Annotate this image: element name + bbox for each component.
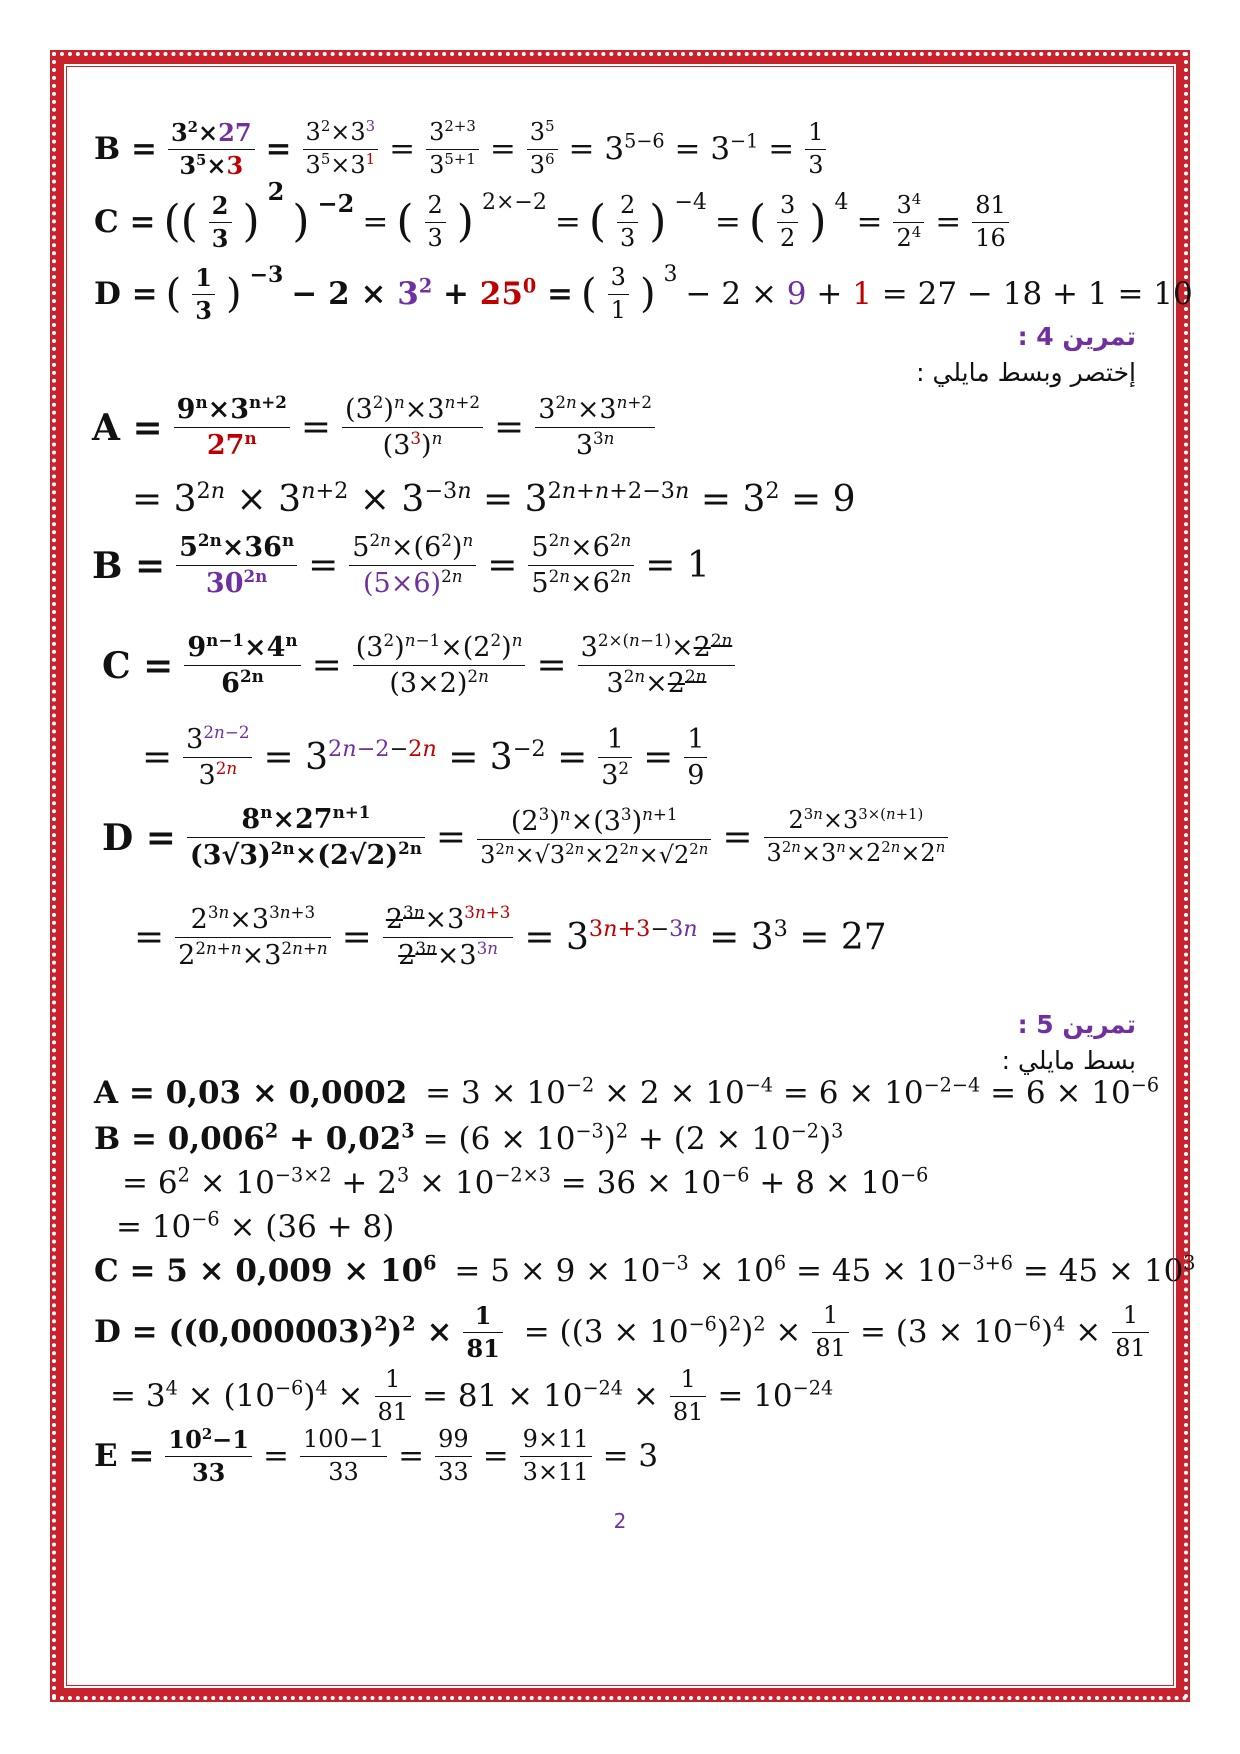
exercise-5-instruction: بسط مايلي : [1001,1046,1136,1075]
ex3-D-line: D = ( $\frac{1}{3}$ ) −3 − $2 \times 3^2 + 25^0$ = ( $\frac{3}{1}$ ) 3 − 2 × 9 + 1 = 27 − 18 + 1 = 10 [94,262,1193,325]
ex5-B-line2: = $6^2 \times 10^{-3\times 2} + 2^3 \times 10^{-2\times 3} = 36 \times 10^{-6} + 8 \times 10^{-6}$ [122,1163,929,1201]
exercise-4-heading: تمرين 4 : [1017,322,1136,351]
exercise-5-heading: تمرين 5 : [1017,1010,1136,1039]
decorative-page-border [50,50,1196,1702]
ex4-A-line1: A = $\frac{9^n\times 3^{n+2}}{27^n}$ = $\frac{(3^2)^n\times 3^{n+2}}{(3^3)^n}$ = $\frac{3^{2n}\times 3^{n+2}}{3^{3n}}$ [92,394,658,461]
ex5-B-line3: = $10^{-6} \times (36 + 8)$ [116,1207,395,1245]
ex5-D-line1: $D = ((0,000003)^2)^2$ × $\frac{1}{81}$ = $((3 \times 10^{-6})^2)^2$ × $\frac{1}{81}$ = $(3 \times 10^{-6})^4$ × $\frac{1}{81}$ [94,1302,1152,1362]
ex3-B-line: B = $\frac{3^2\times 27}{3^5\times 3}$ = $\frac{3^2\times 3^3}{3^5\times 3^1}$ = $\frac{3^{2+3}}{3^{5+1}}$ = $\frac{3^5}{3^6}$ = $3^{5-6} = 3^{-1}$ = $\frac{1}{3}$ [94,119,829,179]
ex5-A-line: A = 0,03 × 0,0002 = $3 \times 10^{-2} \times 2 \times 10^{-4} = 6 \times 10^{-2-4} = 6 \times 10^{-6}$ [94,1073,1160,1111]
ex3-C-line: C = (( $\frac{2}{3}$ ) 2 ) −2 = ( $\frac{2}{3}$ ) 2×−2 = ( $\frac{2}{3}$ ) −4 = ( $\frac{3}{2}$ ) 4 = $\frac{3^4}{2^4}$ = $\frac{81}{16}$ [94,192,1012,252]
page-number: 2 [613,1509,627,1533]
ex5-D-line2: = $3^4 \times (10^{-6})^4$ × $\frac{1}{81}$ = $81 \times 10^{-24}$ × $\frac{1}{81}$ = $10^{-24}$ [110,1365,834,1426]
ex4-D-line1: D = $\frac{8^n\times 27^{n+1}}{(3√3)^{2n}\times(2√2)^{2n}}$ = $\frac{(2^3)^n\times(3^3)^{n+1}}{3^{2n}\times√3^{2n}\times 2^{2n}\times√2^{2n}}$ = $\frac{2^{3n}\times 3^{3\times(n+1)}}{3^{2n}\times 3^n\times 2^{2n}\times 2^n}$ [102,804,951,871]
ex4-D-line2: = $\frac{2^{3n}\times 3^{3n+3}}{2^{2n+n}\times 3^{2n+n}}$ = $\frac{2^{3n}\times 3^{3n+3}}{2^{3n}\times 3^{3n}}$ = $3^{3n+3-3n} = 3^3 = 27$ [134,902,887,972]
ex4-C-line2: = $\frac{3^{2n-2}}{3^{2n}}$ = $3^{2n-2-2n} = 3^{-2}$ = $\frac{1}{3^2}$ = $\frac{1}{9}$ [142,724,710,791]
ex4-C-line1: C = $\frac{9^{n-1}\times 4^n}{6^{2n}}$ = $\frac{(3^2)^{n-1}\times(2^2)^n}{(3\times 2)^{2n}}$ = $\frac{3^{2\times(n-1)}\times 2^{2n}}{3^{2n}\times 2^{2n}}$ [102,632,738,699]
ex4-B-line: B = $\frac{5^{2n}\times 36^n}{30^{2n}}$ = $\frac{5^{2n}\times(6^2)^n}{(5\times 6)^{2n}}$ = $\frac{5^{2n}\times 6^{2n}}{5^{2n}\times 6^{2n}}$ = 1 [92,530,710,600]
exercise-4-instruction: إختصر وبسط مايلي : [916,358,1136,387]
ex5-B-line1: $B = 0,006^2 + 0,02^3$ = $(6 \times 10^{-3})^2 + (2 \times 10^{-2})^3$ [94,1119,844,1157]
ex4-A-line2: = $3^{2n} \times 3^{n+2} \times 3^{-3n} = 3^{2n+n+2-3n} = 3^2 = 9$ [132,478,856,520]
ex5-E-line: E = $\frac{10^2-1}{33}$ = $\frac{100-1}{33}$ = $\frac{99}{33}$ = $\frac{9\times 11}{3\times 11}$ = 3 [94,1425,659,1487]
ex5-C-line: $C = 5 \times 0,009 \times 10^6$ = $5 \times 9 \times 10^{-3} \times 10^6 = 45 \times 10^{-3+6} = 45 \times 10^3$ [94,1251,1196,1289]
page-content [64,64,1196,1688]
